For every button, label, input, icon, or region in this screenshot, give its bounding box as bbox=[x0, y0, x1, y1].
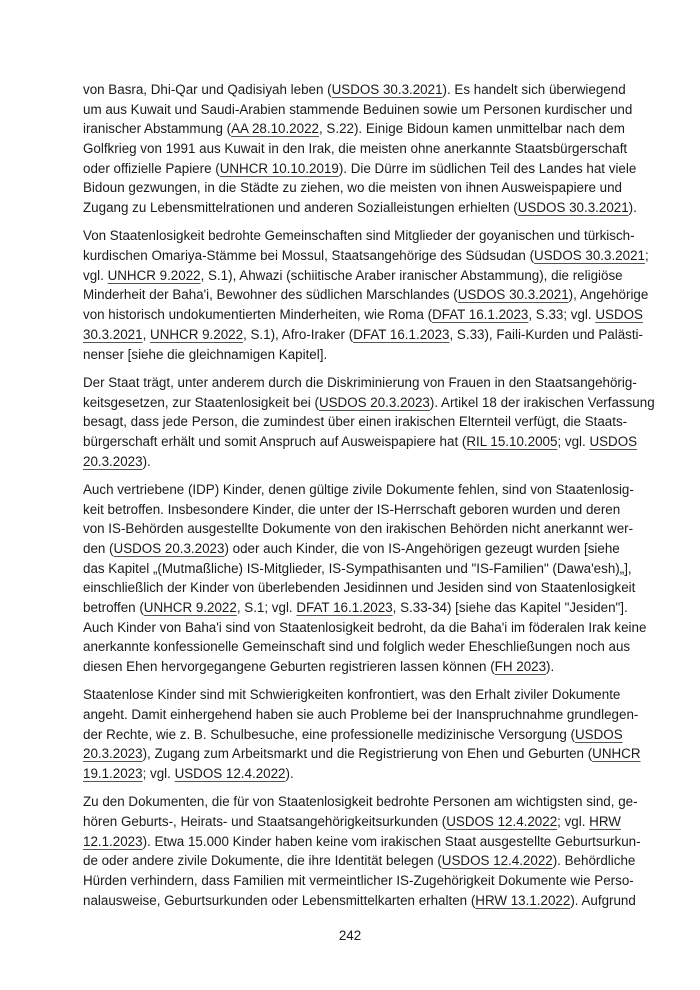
paragraph bbox=[83, 792, 641, 910]
text-line bbox=[83, 851, 636, 871]
text-line bbox=[83, 539, 620, 559]
text-span: ). bbox=[628, 200, 637, 216]
text-line bbox=[83, 832, 641, 852]
text-span: hören Geburts-, Heirats- und Staatsangehörigkeitsurkunden ( bbox=[83, 814, 447, 830]
text-line bbox=[83, 559, 632, 579]
text-line bbox=[83, 500, 621, 520]
text-span: ), Zugang zum Arbeitsmarkt und die Registrierung von Ehen und Geburten ( bbox=[142, 746, 593, 762]
page-number: 242 bbox=[338, 928, 362, 943]
citation-link[interactable]: HRW 13.1.2022 bbox=[475, 892, 571, 908]
text-span: um aus Kuwait und Saudi-Arabien stammende Beduinen sowie um Personen kurdischer und bbox=[83, 101, 633, 117]
text-line bbox=[83, 891, 636, 911]
text-line bbox=[83, 266, 623, 286]
text-line bbox=[83, 226, 635, 246]
text-span: ; vgl. bbox=[557, 433, 590, 449]
citation-link[interactable]: FH 2023 bbox=[494, 659, 547, 675]
text-line bbox=[83, 393, 655, 413]
text-span: nenser [siehe die gleichnamigen Kapitel]. bbox=[83, 346, 328, 362]
paragraph bbox=[83, 226, 649, 364]
text-span: von Basra, Dhi-Qar und Qadisiyah leben ( bbox=[83, 82, 332, 97]
text-span: diesen Ehen hervorgegangene Geburten registrieren lassen können ( bbox=[83, 659, 495, 675]
citation-link[interactable]: 20.3.2023 bbox=[83, 746, 143, 762]
text-span: oder offizielle Papiere ( bbox=[83, 160, 220, 176]
text-line bbox=[83, 519, 634, 539]
citation-link[interactable]: USDOS 30.3.2021 bbox=[517, 200, 629, 216]
text-span: Staatenlose Kinder sind mit Schwierigkeiten konfrontiert, was den Erhalt ziviler Dokumente bbox=[83, 687, 621, 703]
text-line bbox=[83, 685, 621, 705]
citation-link[interactable]: RIL 15.10.2005 bbox=[466, 433, 558, 449]
text-span: Zu den Dokumenten, die für von Staatenlosigkeit bedrohte Personen am wichtigsten sind, ge- bbox=[83, 794, 638, 810]
text-line bbox=[83, 598, 628, 618]
citation-link[interactable]: UNHCR 9.2022 bbox=[143, 599, 237, 615]
text-span: einschließlich der Kinder von überlebenden Jesidinnen und Jesiden sind von Staatenlosigkeit bbox=[83, 580, 636, 596]
text-line bbox=[83, 480, 634, 500]
text-line bbox=[83, 705, 639, 725]
text-line bbox=[83, 178, 622, 198]
text-line bbox=[83, 325, 643, 345]
text-span: das Kapitel „(Mutmaßliche) IS-Mitglieder, IS-Sympathisanten und "IS-Familien" (Dawa'esh)„], bbox=[83, 560, 632, 576]
text-span: keit betroffen. Insbesondere Kinder, die unter der IS-Herrschaft geboren wurden und deren bbox=[83, 501, 621, 517]
text-span: anerkannte konfessionelle Gemeinschaft sind und folglich weder Eheschließungen noch aus bbox=[83, 639, 631, 655]
text-line bbox=[83, 305, 643, 325]
text-span: ) oder auch Kinder, die von IS-Angehörigen gezeugt wurden [siehe bbox=[224, 540, 620, 556]
citation-link[interactable]: UNHCR 10.10.2019 bbox=[219, 160, 339, 176]
text-line bbox=[83, 657, 615, 677]
text-line bbox=[83, 159, 637, 179]
paragraph bbox=[83, 685, 641, 783]
text-span: ). Etwa 15.000 Kinder haben keine vom irakischen Staat ausgestellte Geburtsurkun- bbox=[142, 833, 641, 849]
citation-link[interactable]: USDOS 12.4.2022 bbox=[446, 814, 558, 830]
text-span: ; vgl. bbox=[557, 814, 590, 830]
text-span: den ( bbox=[83, 540, 114, 556]
text-span: von historisch undokumentierten Minderheiten, wie Roma ( bbox=[83, 307, 433, 323]
citation-link[interactable]: USDOS 12.4.2022 bbox=[441, 853, 553, 869]
citation-link[interactable]: USDOS 30.3.2021 bbox=[534, 248, 645, 264]
text-span: ). bbox=[546, 659, 555, 675]
text-span: , bbox=[142, 326, 151, 342]
text-span: Minderheit der Baha'i, Bewohner des südlichen Marschlandes ( bbox=[83, 287, 458, 303]
paragraph bbox=[83, 373, 655, 471]
text-line bbox=[83, 812, 621, 832]
text-span: Von Staatenlosigkeit bedrohte Gemeinschaften sind Mitglieder der goyanischen und türkisch- bbox=[83, 228, 635, 244]
citation-link[interactable]: USDOS bbox=[595, 307, 643, 323]
document-body bbox=[83, 80, 655, 919]
text-span: ). bbox=[285, 766, 294, 782]
text-span: iranischer Abstammung ( bbox=[83, 121, 232, 137]
text-line bbox=[83, 871, 634, 891]
text-line bbox=[83, 792, 638, 812]
text-span: ). Behördliche bbox=[552, 853, 636, 869]
text-line bbox=[83, 285, 649, 305]
text-line bbox=[83, 725, 623, 745]
text-line bbox=[83, 198, 637, 218]
text-line bbox=[83, 100, 633, 120]
citation-link[interactable]: UNHCR bbox=[592, 746, 641, 762]
paragraph bbox=[83, 480, 647, 677]
text-span: angeht. Damit einhergehend haben sie auch Probleme bei der Inanspruchnahme grundlegen- bbox=[83, 707, 639, 722]
text-span: , S.1; vgl. bbox=[236, 599, 297, 615]
text-span: nalausweise, Geburtsurkunden oder Lebensmittelkarten erhalten ( bbox=[83, 892, 476, 908]
text-line bbox=[83, 618, 647, 638]
text-span: de oder andere zivile Dokumente, die ihre Identität belegen ( bbox=[83, 853, 442, 869]
text-span: Auch vertriebene (IDP) Kinder, denen gültige zivile Dokumente fehlen, sind von Staatenlosig- bbox=[83, 481, 634, 497]
citation-link[interactable]: USDOS 20.3.2023 bbox=[113, 540, 225, 556]
text-line bbox=[83, 578, 636, 598]
text-line bbox=[83, 139, 628, 159]
citation-link[interactable]: USDOS bbox=[575, 726, 623, 742]
text-span: ). bbox=[142, 453, 151, 469]
text-line bbox=[83, 764, 615, 784]
text-span: ). Es handelt sich überwiegend bbox=[442, 82, 626, 97]
text-line bbox=[83, 744, 641, 764]
text-span: vgl. bbox=[83, 267, 108, 283]
text-span: besagt, dass jede Person, die zumindest über einen irakischen Elternteil verfügt, die Staats- bbox=[83, 414, 628, 430]
citation-link[interactable]: USDOS 12.4.2022 bbox=[174, 766, 286, 782]
citation-link[interactable]: USDOS bbox=[589, 433, 638, 449]
text-span: , S.33), Faili-Kurden und Palästi- bbox=[449, 326, 643, 342]
text-line bbox=[83, 452, 615, 472]
text-span: ). Aufgrund bbox=[570, 892, 636, 908]
text-span: , S.33; vgl. bbox=[528, 307, 596, 323]
citation-link[interactable]: USDOS 20.3.2023 bbox=[318, 394, 430, 410]
text-span: betroffen ( bbox=[83, 599, 144, 615]
text-line bbox=[83, 432, 638, 452]
text-span: ). Die Dürre im südlichen Teil des Landes hat viele bbox=[338, 160, 637, 176]
text-span: ). Artikel 18 der irakischen Verfassung bbox=[429, 394, 655, 410]
text-span: Hürden verhindern, dass Familien mit vermeintlicher IS-Zugehörigkeit Dokumente wie Perso- bbox=[83, 873, 634, 889]
text-line bbox=[83, 345, 615, 365]
citation-link[interactable]: AA 28.10.2022 bbox=[231, 121, 319, 137]
citation-link[interactable]: HRW bbox=[589, 814, 621, 830]
text-span: Zugang zu Lebensmittelrationen und anderen Sozialleistungen erhielten ( bbox=[83, 200, 518, 216]
text-span: Golfkrieg von 1991 aus Kuwait in den Irak, die meisten ohne anerkannte Staatsbürgerschaft bbox=[83, 141, 628, 157]
text-line bbox=[83, 246, 649, 266]
citation-link[interactable]: 20.3.2023 bbox=[83, 453, 143, 469]
text-span: Der Staat trägt, unter anderem durch die Diskriminierung von Frauen in den Staatsangehörig- bbox=[83, 374, 637, 390]
citation-link[interactable]: 12.1.2023 bbox=[83, 833, 143, 849]
text-line bbox=[83, 373, 637, 393]
text-span: Auch Kinder von Baha'i sind von Staatenlosigkeit bedroht, da die Baha'i im föderalen Irak keine bbox=[83, 619, 647, 635]
text-span: Bidoun gezwungen, in die Städte zu ziehen, wo die meisten von ihnen Ausweispapiere und bbox=[83, 180, 622, 196]
text-span: , S.22). Einige Bidoun kamen unmittelbar nach dem bbox=[318, 121, 625, 137]
citation-link[interactable]: 19.1.2023 bbox=[83, 766, 143, 782]
text-line bbox=[83, 412, 628, 432]
citation-link[interactable]: USDOS 30.3.2021 bbox=[331, 82, 443, 97]
text-span: bürgerschaft erhält und somit Anspruch auf Ausweispapiere hat ( bbox=[83, 433, 467, 449]
text-span: , S.33-34) [siehe das Kapitel "Jesiden"]. bbox=[392, 599, 628, 615]
text-line bbox=[83, 119, 625, 139]
citation-link[interactable]: DFAT 16.1.2023 bbox=[432, 307, 529, 323]
paragraph bbox=[83, 80, 637, 218]
citation-link[interactable]: DFAT 16.1.2023 bbox=[353, 326, 450, 342]
text-span: ; bbox=[644, 248, 649, 264]
text-span: keitsgesetzen, zur Staatenlosigkeit bei ( bbox=[83, 394, 319, 410]
text-line bbox=[83, 80, 626, 100]
citation-link[interactable]: UNHCR 9.2022 bbox=[150, 326, 244, 342]
text-span: ; vgl. bbox=[142, 766, 175, 782]
text-span: , S.1), Afro-Iraker ( bbox=[243, 326, 354, 342]
citation-link[interactable]: UNHCR 9.2022 bbox=[107, 267, 201, 283]
text-span: kurdischen Omariya-Stämme bei Mossul, Staatsangehörige des Südsudan ( bbox=[83, 248, 535, 264]
citation-link[interactable]: 30.3.2021 bbox=[83, 326, 143, 342]
citation-link[interactable]: USDOS 30.3.2021 bbox=[457, 287, 569, 303]
citation-link[interactable]: DFAT 16.1.2023 bbox=[296, 599, 393, 615]
text-span: von IS-Behörden ausgestellte Dokumente von den irakischen Behörden nicht anerkannt wer- bbox=[83, 521, 634, 537]
text-line bbox=[83, 637, 631, 657]
text-span: der Rechte, wie z. B. Schulbesuche, eine professionelle medizinische Versorgung ( bbox=[83, 726, 576, 742]
text-span: , S.1), Ahwazi (schiitische Araber iranischer Abstammung), die religiöse bbox=[200, 267, 623, 283]
text-span: ), Angehörige bbox=[568, 287, 649, 303]
